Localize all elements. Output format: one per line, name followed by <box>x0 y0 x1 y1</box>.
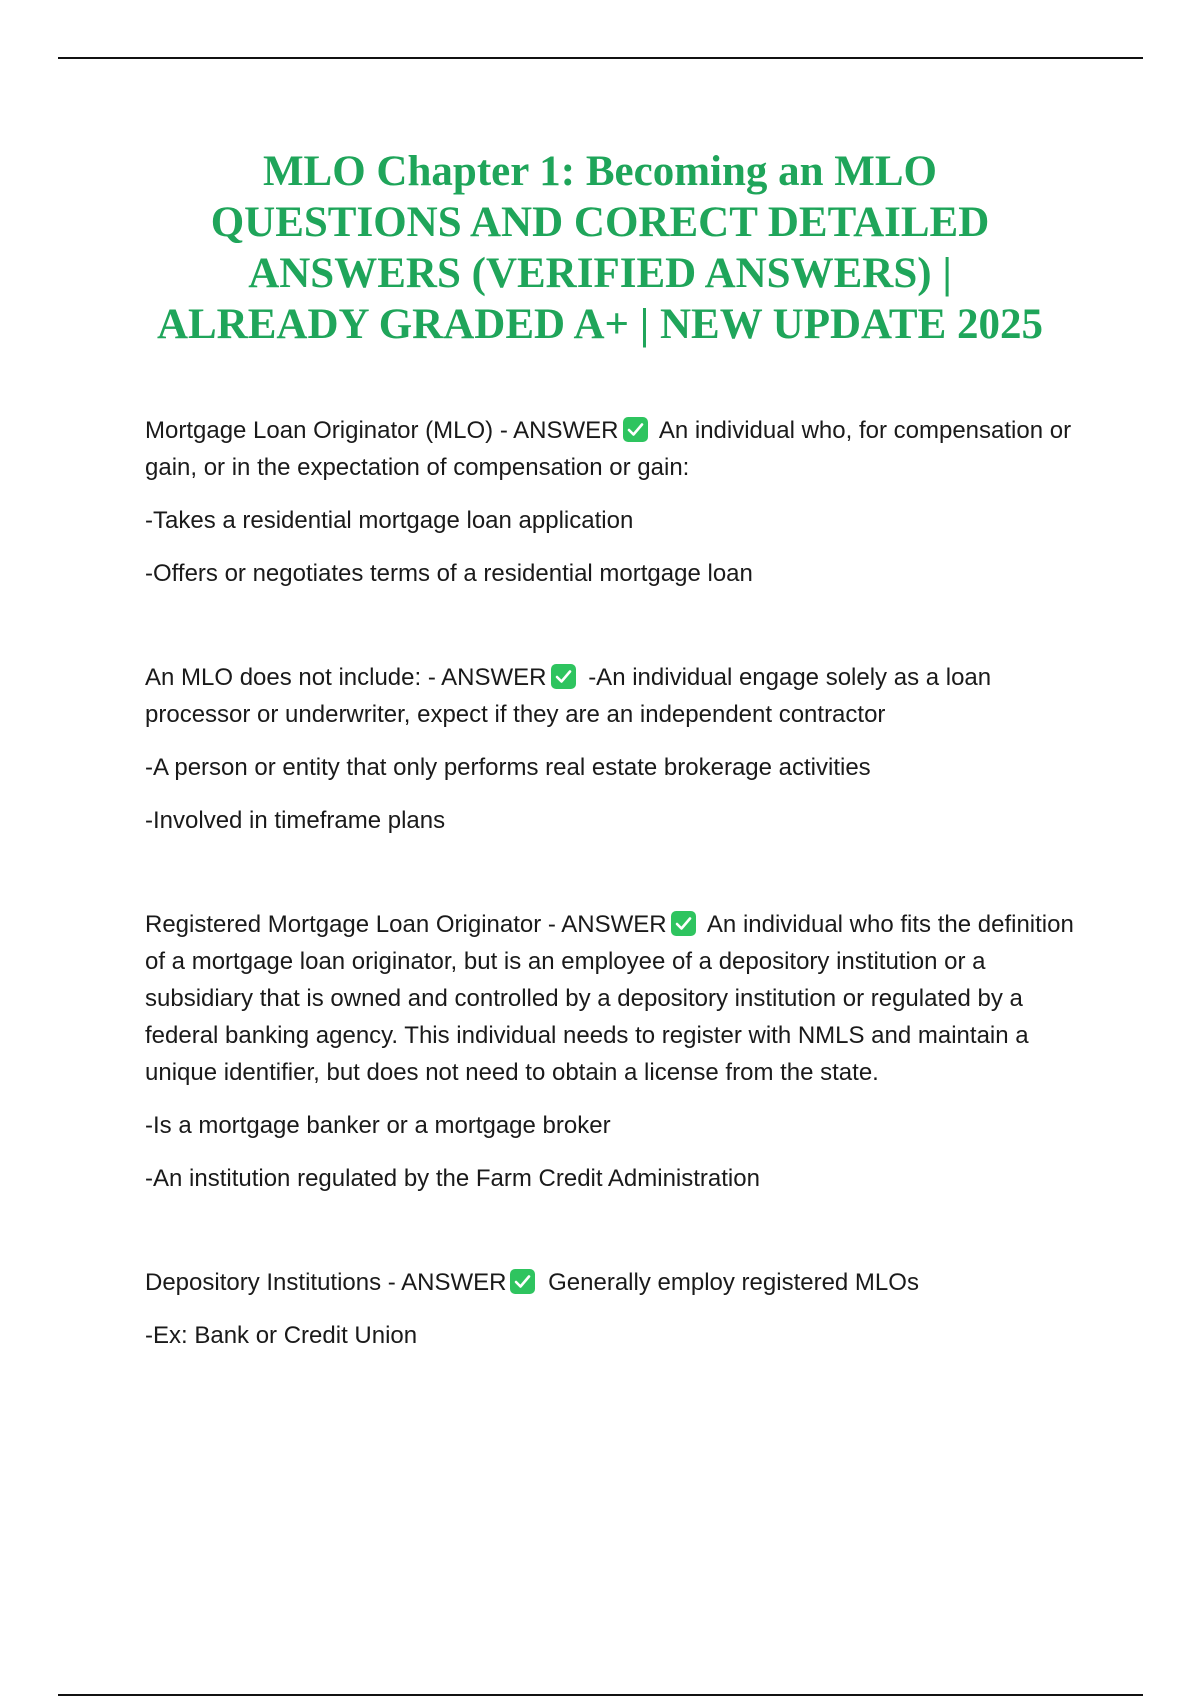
green-checkmark-icon <box>551 664 576 689</box>
qa-term: Depository Institutions - ANSWER <box>145 1269 507 1296</box>
qa-answer <box>145 906 1095 1091</box>
green-checkmark-icon <box>623 417 648 442</box>
qa-term: Mortgage Loan Originator (MLO) - ANSWER <box>145 417 619 444</box>
qa-point: -A person or entity that only performs real estate brokerage activities <box>145 754 871 781</box>
qa-answer <box>145 659 1095 733</box>
bottom-divider <box>58 1694 1143 1696</box>
green-checkmark-icon <box>510 1269 535 1294</box>
qa-point: -Is a mortgage banker or a mortgage broker <box>145 1112 611 1139</box>
qa-point: -Offers or negotiates terms of a residential mortgage loan <box>145 560 753 587</box>
qa-point: -An institution regulated by the Farm Credit Administration <box>145 1165 760 1192</box>
title-line: QUESTIONS AND CORECT DETAILED <box>210 199 990 246</box>
title-line: ALREADY GRADED A+ | NEW UPDATE 2025 <box>156 301 1044 348</box>
qa-term: An MLO does not include: - ANSWER <box>145 664 547 691</box>
qa-entry <box>145 906 1095 1197</box>
qa-content <box>145 412 1095 1370</box>
qa-point: -Involved in timeframe plans <box>145 807 446 834</box>
qa-point: -Ex: Bank or Credit Union <box>145 1322 418 1349</box>
top-divider <box>58 57 1143 59</box>
qa-point: -Takes a residential mortgage loan application <box>145 507 634 534</box>
title-line: MLO Chapter 1: Becoming an MLO <box>262 148 938 195</box>
qa-definition: Generally employ registered MLOs <box>548 1269 919 1296</box>
page-title <box>100 146 1100 350</box>
qa-term: Registered Mortgage Loan Originator - ANSWER <box>145 911 667 938</box>
qa-entry <box>145 659 1095 839</box>
qa-answer <box>145 1264 1095 1301</box>
qa-entry <box>145 1264 1095 1354</box>
green-checkmark-icon <box>671 911 696 936</box>
qa-definition: An individual who fits the definition of a mortgage loan originator, but is an employee of a depository institution or a subsidiary that is owned and controlled by a depository institution or regulated by a federal banking agency. This individual needs to register with NMLS and maintain a unique identifier, but does not need to obtain a license from the state. <box>145 911 1074 1086</box>
qa-definition: -An individual engage solely as a loan processor or underwriter, expect if they are an independent contractor <box>145 664 992 728</box>
qa-definition: An individual who, for compensation or gain, or in the expectation of compensation or gain: <box>145 417 1072 481</box>
title-line: ANSWERS (VERIFIED ANSWERS) | <box>248 250 952 297</box>
qa-entry <box>145 412 1095 592</box>
qa-answer <box>145 412 1095 486</box>
